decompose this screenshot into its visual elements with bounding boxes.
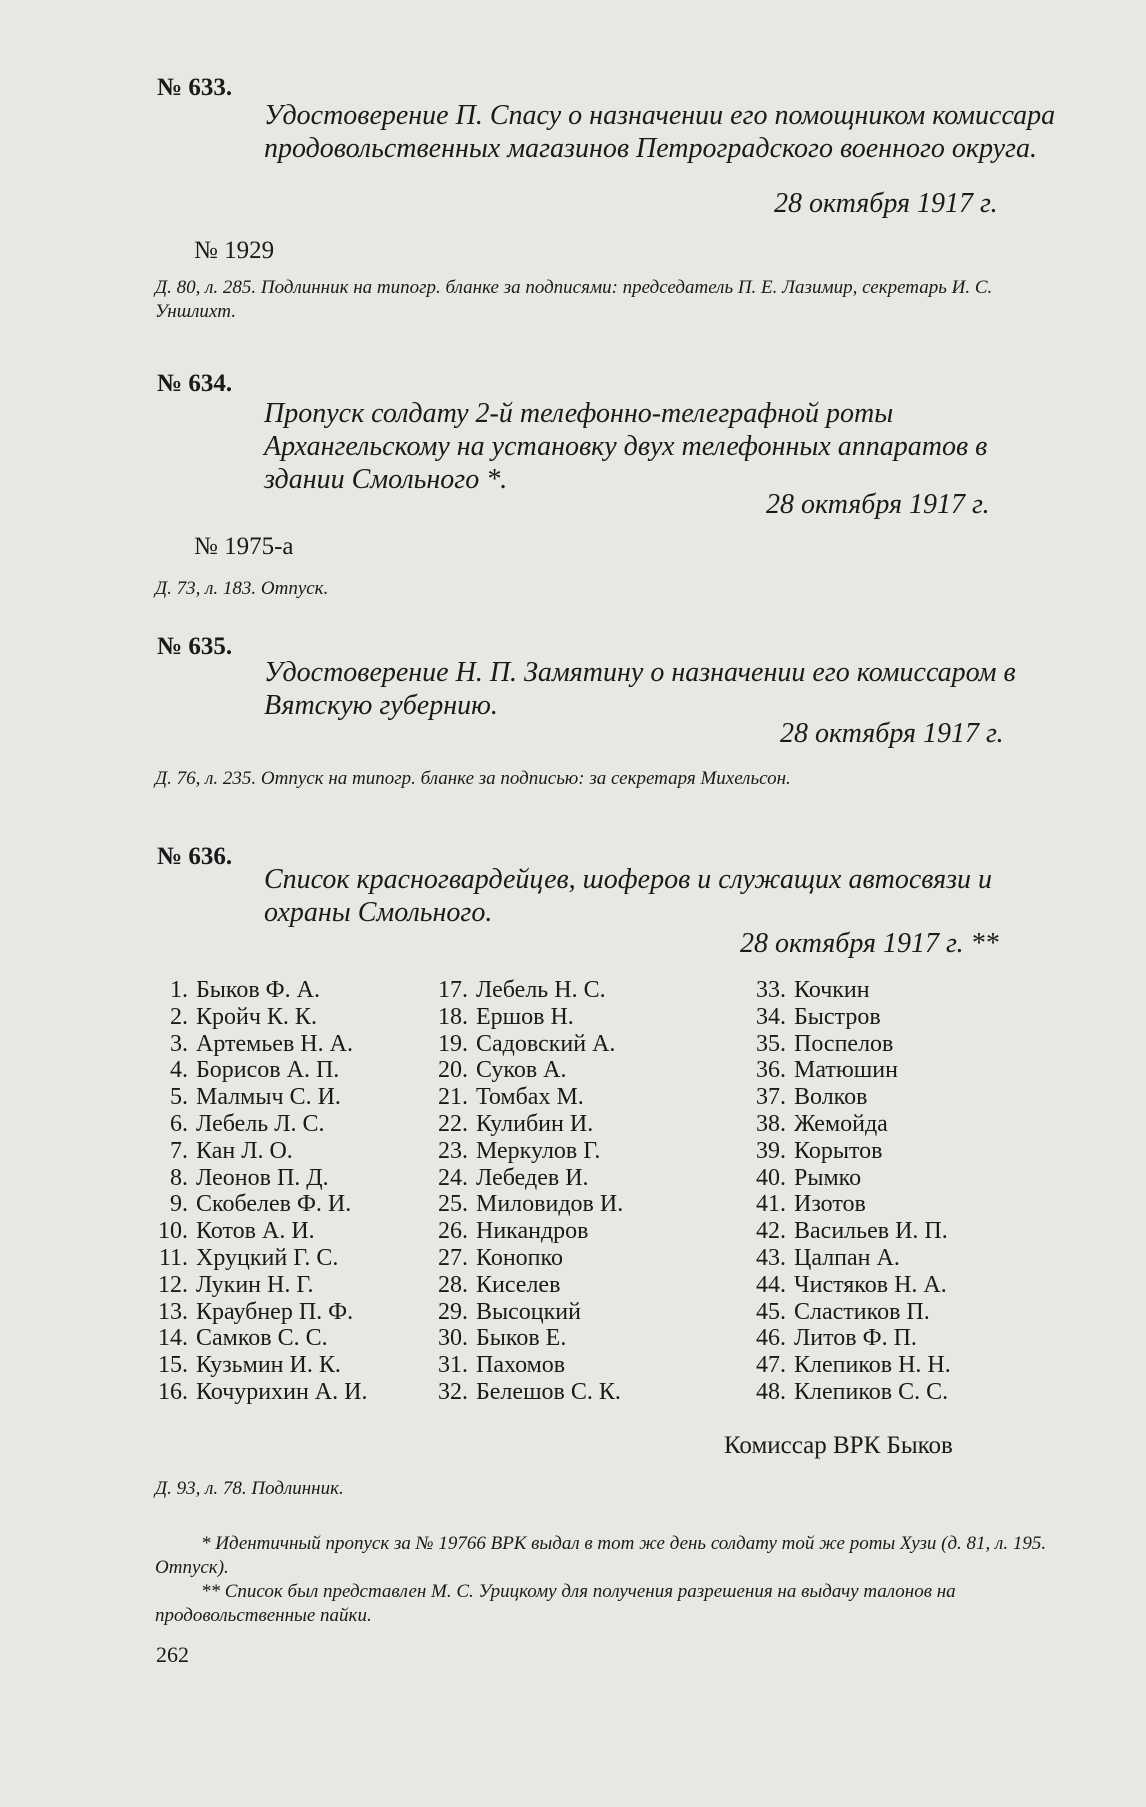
doc-636-number: № 636. — [157, 843, 233, 870]
list-item: 5. Малмыч С. И. — [170, 1084, 341, 1111]
list-item: 34. Быстров — [756, 1003, 881, 1030]
list-item: 6. Лебель Л. С. — [170, 1110, 325, 1137]
list-item: 31. Пахомов — [438, 1352, 566, 1379]
doc-633-date: 28 октября 1917 г. — [774, 188, 998, 219]
list-item: 48. Клепиков С. С. — [756, 1378, 949, 1405]
list-item: 38. Жемойда — [756, 1110, 888, 1137]
list-item: 22. Кулибин И. — [438, 1110, 594, 1137]
list-item: 7. Кан Л. О. — [170, 1137, 293, 1164]
doc-634-date: 28 октября 1917 г. — [766, 489, 990, 520]
list-item: 17. Лебель Н. С. — [438, 977, 606, 1003]
list-item: 28. Киселев — [438, 1271, 561, 1298]
doc-636-date: 28 октября 1917 г. ** — [740, 928, 999, 959]
list-item: 41. Изотов — [756, 1191, 866, 1218]
roster-column-1 — [146, 977, 367, 1406]
list-item: 40. Рымко — [756, 1164, 862, 1191]
list-item: 12. Лукин Н. Г. — [158, 1271, 314, 1298]
list-item: 24. Лебедев И. — [438, 1164, 589, 1191]
doc-634-reg-number: № 1975-а — [194, 533, 294, 560]
doc-633-number: № 633. — [157, 74, 233, 101]
list-item: 16. Кочурихин А. И. — [158, 1378, 368, 1405]
doc-633-title: Удостоверение П. Спасу о назначении его помощником комиссара продовольственных магазинов Петроградского военного округа. — [264, 100, 1056, 164]
list-item: 43. Цалпан А. — [756, 1244, 900, 1271]
list-item: 11. Хруцкий Г. С. — [158, 1244, 339, 1271]
doc-635-number: № 635. — [157, 633, 233, 660]
doc-636-title: Список красногвардейцев, шоферов и служащих автосвязи и охраны Смольного. — [264, 864, 993, 928]
list-item: 30. Быков Е. — [438, 1325, 567, 1352]
list-item: 35. Поспелов — [756, 1030, 894, 1057]
list-item: 15. Кузьмин И. К. — [158, 1352, 341, 1379]
list-item: 21. Томбах М. — [438, 1084, 584, 1111]
list-item: 29. Высоцкий — [438, 1298, 581, 1325]
roster-column-3 — [742, 977, 951, 1406]
roster-column-2 — [426, 977, 623, 1406]
doc-634-number: № 634. — [157, 370, 233, 397]
page-number: 262 — [156, 1642, 189, 1667]
doc-636-archive-note: Д. 93, л. 78. Подлинник. — [155, 1478, 344, 1499]
list-item: 18. Ершов Н. — [438, 1003, 574, 1030]
list-item: 8. Леонов П. Д. — [170, 1164, 329, 1191]
list-item: 3. Артемьев Н. А. — [170, 1030, 353, 1057]
list-item: 44. Чистяков Н. А. — [756, 1271, 947, 1298]
list-item: 37. Волков — [756, 1084, 868, 1111]
list-item: 42. Васильев И. П. — [756, 1218, 948, 1245]
list-item: 9. Скобелев Ф. И. — [170, 1191, 352, 1218]
doc-635-archive-note: Д. 76, л. 235. Отпуск на типогр. бланке за подписью: за секретаря Михельсон. — [155, 768, 791, 789]
list-item: 1. Быков Ф. А. — [170, 977, 320, 1003]
list-item: 39. Корытов — [756, 1137, 883, 1164]
footnote-2: ** Список был представлен М. С. Урицкому для получения разрешения на выдачу талонов на продовольственные пайки. — [155, 1581, 956, 1626]
list-item: 33. Кочкин — [756, 977, 870, 1003]
doc-633-archive-note: Д. 80, л. 285. Подлинник на типогр. бланке за подписями: председатель П. Е. Лазимир, секретарь И. С. Уншлихт. — [155, 277, 993, 322]
list-item: 14. Самков С. С. — [158, 1325, 328, 1352]
list-item: 19. Садовский А. — [438, 1030, 616, 1057]
list-item: 27. Конопко — [438, 1244, 563, 1271]
list-item: 2. Кройч К. К. — [170, 1003, 317, 1030]
list-item: 47. Клепиков Н. Н. — [756, 1352, 951, 1379]
list-item: 36. Матюшин — [756, 1057, 898, 1084]
list-item: 20. Суков А. — [438, 1057, 567, 1084]
doc-635-date: 28 октября 1917 г. — [780, 718, 1004, 749]
list-item: 10. Котов А. И. — [158, 1218, 315, 1245]
list-item: 13. Краубнер П. Ф. — [158, 1298, 354, 1325]
list-item: 25. Миловидов И. — [438, 1191, 624, 1218]
list-item: 45. Сластиков П. — [756, 1298, 930, 1325]
footnote-1: * Идентичный пропуск за № 19766 ВРК выдал в тот же день солдату той же роты Хузи (д. 81, л. 195. Отпуск). — [155, 1533, 1047, 1578]
list-item: 4. Борисов А. П. — [170, 1057, 340, 1084]
doc-633-reg-number: № 1929 — [194, 237, 275, 264]
list-item: 26. Никандров — [438, 1218, 589, 1245]
doc-634-archive-note: Д. 73, л. 183. Отпуск. — [155, 578, 329, 599]
doc-635-title: Удостоверение Н. П. Замятину о назначении его комиссаром в Вятскую губернию. — [264, 657, 1016, 721]
list-item: 46. Литов Ф. П. — [756, 1325, 917, 1352]
doc-636-signature: Комиссар ВРК Быков — [724, 1432, 953, 1459]
doc-634-title: Пропуск солдату 2-й телефонно-телеграфной роты Архангельскому на установку двух телефонных аппаратов в здании Смольного *. — [264, 398, 988, 495]
list-item: 23. Меркулов Г. — [438, 1137, 601, 1164]
list-item: 32. Белешов С. К. — [438, 1378, 621, 1405]
